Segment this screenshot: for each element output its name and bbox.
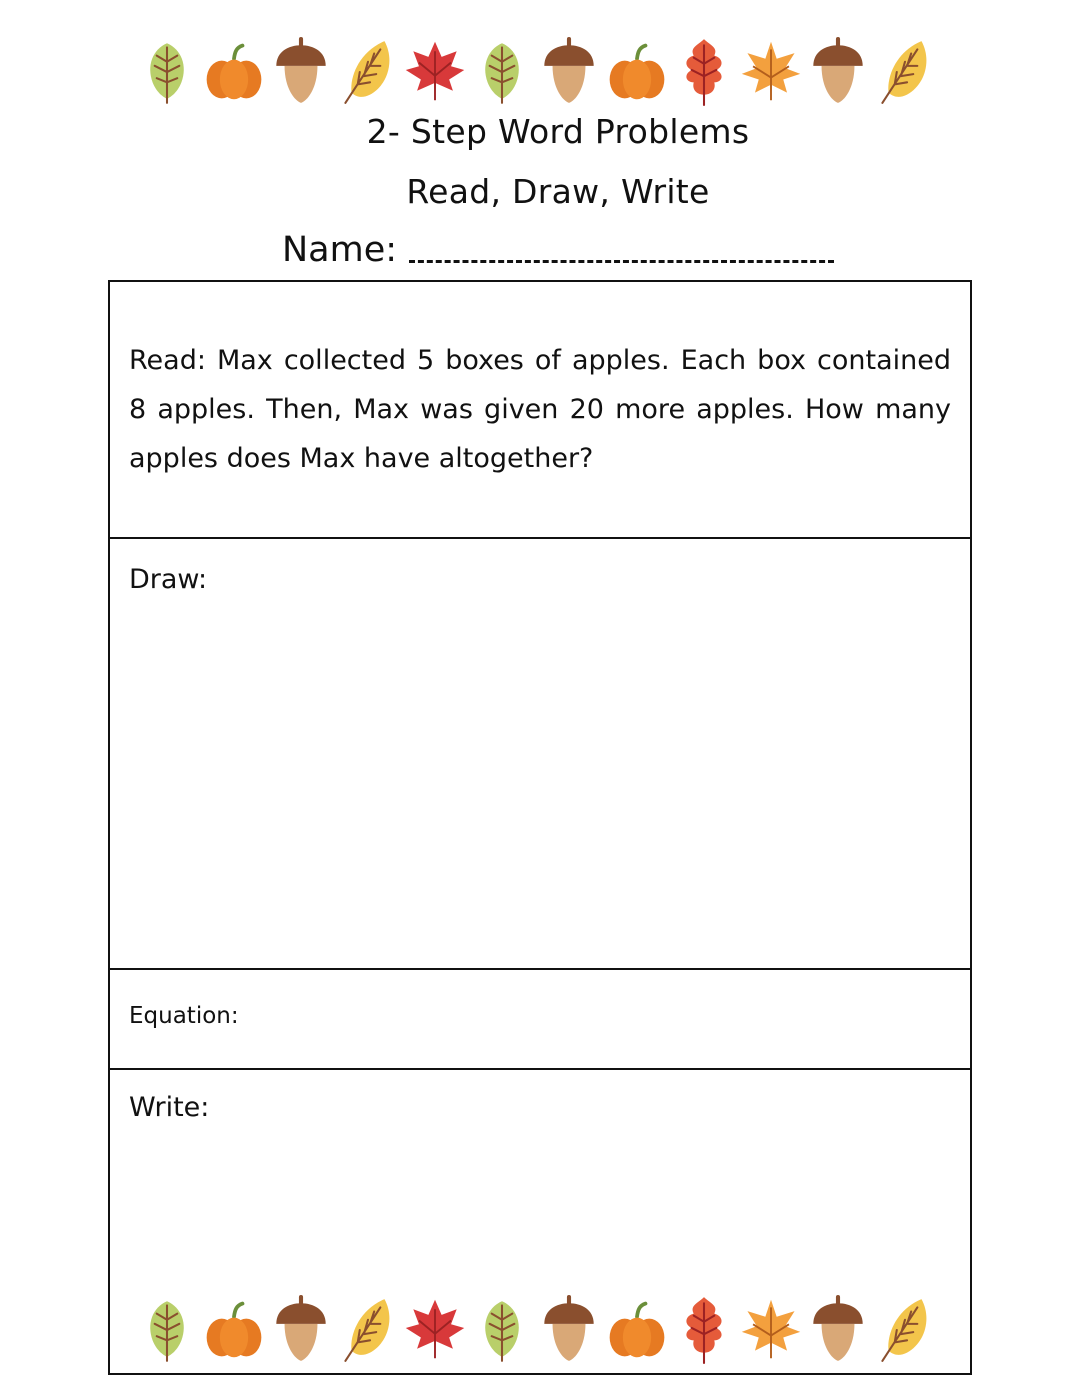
- red-oak-leaf-icon: [671, 1293, 737, 1365]
- pumpkin-icon: [201, 1293, 267, 1365]
- acorn-icon: [268, 1293, 334, 1365]
- acorn-icon: [536, 35, 602, 107]
- orange-maple-leaf-icon: [738, 1293, 804, 1365]
- draw-section[interactable]: [110, 539, 970, 970]
- equation-label: Equation:: [129, 1003, 239, 1029]
- green-leaf-icon: [469, 35, 535, 107]
- draw-label: Draw:: [129, 564, 208, 595]
- pumpkin-icon: [604, 35, 670, 107]
- top-autumn-border: [134, 34, 938, 108]
- name-blank-line[interactable]: [409, 232, 834, 263]
- orange-maple-leaf-icon: [738, 35, 804, 107]
- green-leaf-icon: [134, 35, 200, 107]
- bottom-autumn-border: [134, 1292, 938, 1366]
- green-leaf-icon: [134, 1293, 200, 1365]
- red-maple-leaf-icon: [402, 35, 468, 107]
- name-field[interactable]: [282, 230, 834, 270]
- pumpkin-icon: [201, 35, 267, 107]
- red-oak-leaf-icon: [671, 35, 737, 107]
- acorn-icon: [268, 35, 334, 107]
- pumpkin-icon: [604, 1293, 670, 1365]
- yellow-leaf-icon: [335, 35, 401, 107]
- acorn-icon: [805, 35, 871, 107]
- name-label: Name:: [282, 230, 398, 270]
- equation-section[interactable]: [110, 970, 970, 1070]
- acorn-icon: [536, 1293, 602, 1365]
- read-section: [110, 282, 970, 539]
- yellow-leaf-icon: [335, 1293, 401, 1365]
- green-leaf-icon: [469, 1293, 535, 1365]
- problem-text: Read: Max collected 5 boxes of apples. Each box contained 8 apples. Then, Max was given 20 more apples. How many apples does Max have altogether?: [129, 345, 951, 474]
- worksheet-frame: [108, 280, 972, 1375]
- worksheet-title: 2- Step Word Problems: [366, 112, 750, 151]
- yellow-leaf-icon: [872, 35, 938, 107]
- write-label: Write:: [129, 1092, 210, 1123]
- worksheet-subtitle: Read, Draw, Write: [406, 172, 710, 211]
- acorn-icon: [805, 1293, 871, 1365]
- yellow-leaf-icon: [872, 1293, 938, 1365]
- red-maple-leaf-icon: [402, 1293, 468, 1365]
